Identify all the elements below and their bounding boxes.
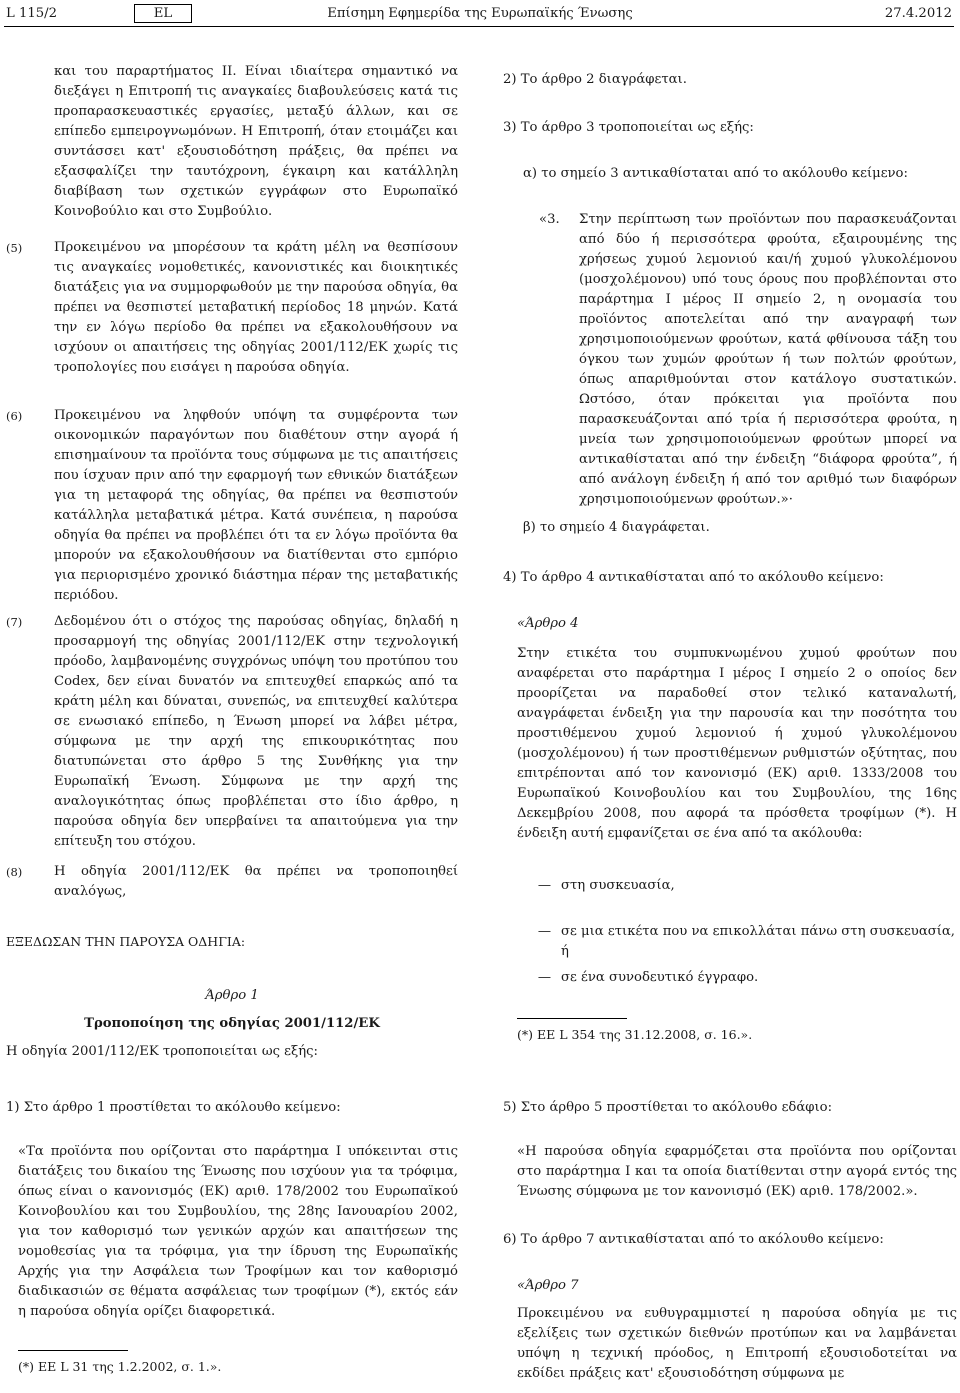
recital-number: (8): [6, 865, 23, 879]
recital-text: Η οδηγία 2001/112/ΕΚ θα πρέπει να τροποποιηθεί αναλόγως,: [54, 864, 458, 899]
point-3b: β) το σημείο 4 διαγράφεται.: [523, 520, 710, 535]
page-reference: L 115/2: [6, 6, 57, 21]
footnote-rule: [517, 1018, 627, 1019]
dash-item: — στη συσκευασία,: [537, 878, 675, 893]
article-4-title: «Άρθρο 4: [517, 616, 579, 631]
page-header: [0, 4, 960, 24]
recital-8: [6, 862, 458, 902]
quote-1: «Τα προϊόντα που ορίζονται στο παράρτημα Ι υπόκεινται στις διατάξεις του δικαίου της Ένωσης που ισχύουν για τα τρόφιμα, όπως είναι ο κανονισμός (ΕΚ) αριθ. 178/2002 του Ευρωπαϊκού Κοινοβουλίου και του Συμβουλίου, της 28ης Ιανουαρίου 2002, για τον καθορισμό των γενικών αρχών και απαιτήσεων της νομοθεσίας για τα τρόφιμα, για την ίδρυση της Ευρωπαϊκής Αρχής για την Ασφάλεια των Τροφίμων και τον καθορισμό διαδικασιών σε θέματα ασφάλειας των τροφίμων (*), εκτός εάν η παρούσα οδηγία ορίζει διαφορετικά.: [18, 1144, 458, 1319]
adopted-statement: ΕΞΕΔΩΣΑΝ ΤΗΝ ΠΑΡΟΥΣΑ ΟΔΗΓΙΑ:: [6, 934, 246, 949]
point-3: 3) Το άρθρο 3 τροποποιείται ως εξής:: [503, 120, 754, 135]
point-6: 6) Το άρθρο 7 αντικαθίσταται από το ακόλουθο κείμενο:: [503, 1232, 884, 1247]
dash-item: — σε ένα συνοδευτικό έγγραφο.: [537, 970, 759, 985]
article-1-heading: Τροποποίηση της οδηγίας 2001/112/ΕΚ: [84, 1016, 380, 1031]
quote-number: «3.: [539, 212, 560, 227]
point-1: 1) Στο άρθρο 1 προστίθεται το ακόλουθο κείμενο:: [6, 1100, 341, 1115]
footnote-rule: [18, 1350, 128, 1351]
article-7-text: Προκειμένου να ευθυγραμμιστεί η παρούσα οδηγία με τις εξελίξεις των σχετικών διεθνών προτύπων και να λαμβάνεται υπόψη η τεχνική πρόοδος, η Επιτροπή εξουσιοδοτείται να εκδίδει πράξεις κατ' εξουσιοδότηση σύμφωνα με: [517, 1306, 957, 1381]
point-2: 2) Το άρθρο 2 διαγράφεται.: [503, 72, 687, 87]
dash-item: — σε μια ετικέτα που να επικολλάται πάνω στη συσκευασία, ή: [537, 924, 955, 959]
recital-text: Δεδομένου ότι ο στόχος της παρούσας οδηγίας, δηλαδή η προσαρμογή της οδηγίας 2001/112/ΕΚ στην τεχνολογική πρόοδο, λαμβανομένης συγχρόνως υπόψη του προτύπου του Codex, δεν είναι δυνατόν να επιτευχθεί επαρκώς από τα κράτη μέλη και δύναται, συνεπώς, να επιτευχθεί καλύτερα σε ενωσιακό επίπεδο, η Ένωση μπορεί να λάβει μέτρα, σύμφωνα με την αρχή της επικουρικότητας που διατυπώνεται στο άρθρο 5 της Συνθήκης για την Ευρωπαϊκή Ένωση. Σύμφωνα με την αρχή της αναλογικότητας όπως προβλέπεται στο ίδιο άρθρο, η παρούσα οδηγία δεν υπερβαίνει τα απαιτούμενα για την επίτευξη του στόχου.: [54, 614, 458, 849]
point-5: 5) Στο άρθρο 5 προστίθεται το ακόλουθο εδάφιο:: [503, 1100, 833, 1115]
quote-3: [539, 210, 957, 510]
quote-5: «Η παρούσα οδηγία εφαρμόζεται στα προϊόντα που ορίζονται στο παράρτημα Ι και τα οποία διατίθενται στην αγορά εντός της Ένωσης σύμφωνα με τον κανονισμό (ΕΚ) αριθ. 178/2002.».: [517, 1144, 957, 1199]
recital-6: [6, 406, 458, 606]
recital-text: Προκειμένου να μπορέσουν τα κράτη μέλη να θεσπίσουν τις αναγκαίες νομοθετικές, κανονιστικές και διοικητικές διατάξεις για να συμμορφωθούν με την παρούσα οδηγία, θα πρέπει να θεσπιστεί μεταβατική περίοδος 18 μηνών. Κατά την εν λόγω περίοδο θα πρέπει να εξακολουθήσουν να ισχύουν οι απαιτήσεις της οδηγίας 2001/112/ΕΚ χωρίς τις τροπολογίες που εισάγει η παρούσα οδηγία.: [54, 240, 458, 375]
language-badge: EL: [134, 4, 192, 23]
point-3a: α) το σημείο 3 αντικαθίσταται από το ακόλουθο κείμενο:: [523, 166, 908, 181]
recital-number: (5): [6, 241, 23, 255]
recital-5: [6, 238, 458, 378]
recital-text: Προκειμένου να ληφθούν υπόψη τα συμφέροντα των οικονομικών παραγόντων που διαθέτουν στην αγορά ή επισημαίνουν τα προϊόντα τους σύμφωνα με τις απαιτήσεις που ίσχυαν πριν από την εφαρμογή των εθνικών διατάξεων για τη μεταφορά της οδηγίας, θα πρέπει να θεσπιστούν κατάλληλα μεταβατικά μέτρα. Κατά συνέπεια, η παρούσα οδηγία θα πρέπει να προβλέπει ότι τα εν λόγω προϊόντα θα μπορούν να εξακολουθήσουν να διατίθενται στο εμπόριο για περιορισμένο χρονικό διάστημα πέραν της μεταβατικής περιόδου.: [54, 408, 458, 603]
intro-paragraph: και του παραρτήματος ΙΙ. Είναι ιδιαίτερα σημαντικό να διεξάγει η Επιτροπή τις αναγκαίες διαβουλεύσεις κατά τις προπαρασκευαστικές εργασίες, μεταξύ άλλων, και σε επίπεδο εμπειρογνωμόνων. Η Επιτροπή, όταν ετοιμάζει και συντάσσει κατ' εξουσιοδότηση πράξεις, θα πρέπει να εξασφαλίζει την ταυτόχρονη, έγκαιρη και κατάλληλη διαβίβαση των σχετικών εγγράφων στο Ευρωπαϊκό Κοινοβούλιο και στο Συμβούλιο.: [54, 64, 458, 219]
header-rule: [4, 26, 954, 27]
recital-number: (7): [6, 615, 23, 629]
article-7-title: «Άρθρο 7: [517, 1278, 579, 1293]
recital-7: [6, 612, 458, 852]
footnote-2: (*) ΕΕ L 354 της 31.12.2008, σ. 16.».: [517, 1018, 957, 1045]
article-4-text: Στην ετικέτα του συμπυκνωμένου χυμού φρούτων που αναφέρεται στο παράρτημα Ι μέρος Ι σημείο 2 ο οποίος δεν προορίζεται να παραδοθεί στον τελικό καταναλωτή, αναγράφεται ένδειξη για την παρουσία και την ποσότητα του προστιθέμενου χυμού λεμονιού ή χυμού γλυκολέμονου (μοσχολέμονου) ή των προστιθέμενων ρυθμιστών οξύτητας, που επιτρέπονται από τον κανονισμό (ΕΚ) αριθ. 1333/2008 του Ευρωπαϊκού Κοινοβουλίου και του Συμβουλίου, της 16ης Δεκεμβρίου 2008, που αφορά τα πρόσθετα τροφίμων (*). Η ένδειξη αυτή εμφανίζεται σε ένα από τα ακόλουθα:: [517, 646, 957, 841]
quote-text: Στην περίπτωση των προϊόντων που παρασκευάζονται από δύο ή περισσότερα φρούτα, εξαιρουμένης της χρήσεως χυμού λεμονιού και/ή χυμού γλυκολέμονου (μοσχολέμονου) υπό τους όρους που προβλέπονται στο παράρτημα Ι μέρος ΙΙ σημείο 2, η ονομασία του προϊόντος αποτελείται από την αναγραφή των χρησιμοποιούμενων φρούτων, κατά φθίνουσα τάξη του όγκου των χυμών φρούτων ή των πολτών φρούτων, όπως απαριθμούνται στον κατάλογο συστατικών. Ωστόσο, όταν πρόκειται για προϊόντα που παρασκευάζονται από τρία ή περισσότερα φρούτα, η μνεία των χρησιμοποιούμενων φρούτων μπορεί να αντικαθίσταται από την ένδειξη “διάφορα φρούτα”, ή από ανάλογη ένδειξη ή από τον αριθμό των διαφόρων χρησιμοποιούμενων φρούτων.»·: [579, 212, 957, 507]
article-1-intro: Η οδηγία 2001/112/ΕΚ τροποποιείται ως εξής:: [6, 1044, 319, 1059]
journal-title: Επίσημη Εφημερίδα της Ευρωπαϊκής Ένωσης: [327, 6, 633, 21]
article-1-title: Άρθρο 1: [205, 988, 259, 1003]
recital-number: (6): [6, 409, 23, 423]
publication-date: 27.4.2012: [884, 6, 952, 21]
footnote-1: (*) ΕΕ L 31 της 1.2.2002, σ. 1.».: [18, 1350, 470, 1377]
point-4: 4) Το άρθρο 4 αντικαθίσταται από το ακόλουθο κείμενο:: [503, 570, 884, 585]
